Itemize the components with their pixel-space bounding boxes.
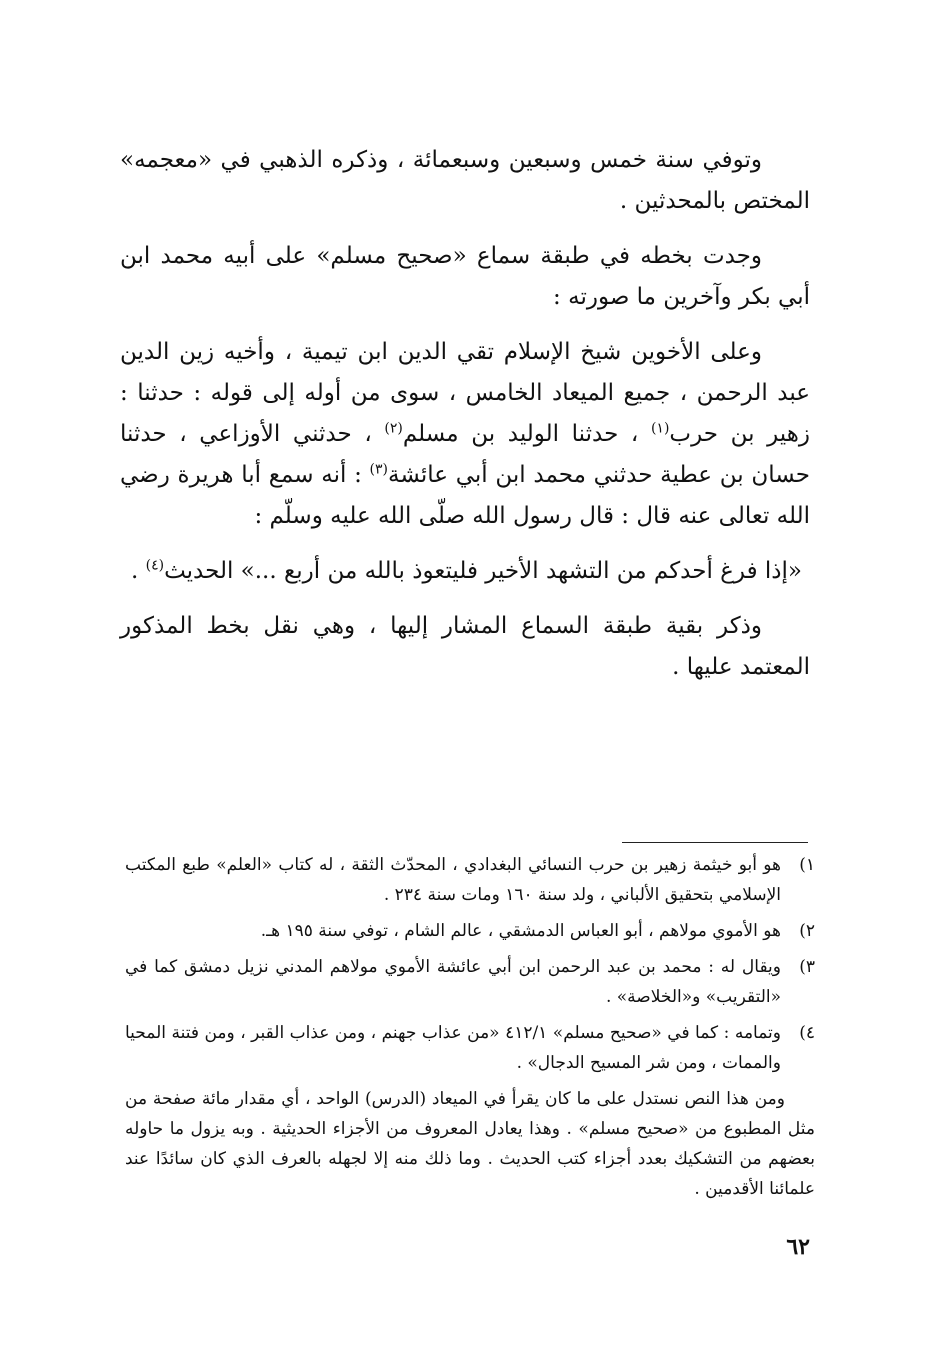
footnote-1 [125,850,815,910]
footnote-ref-2[interactable]: (٢) [384,420,403,437]
footnote-ref-4[interactable]: (٤) [145,557,165,574]
footnote-text: ويقال له : محمد بن عبد الرحمن ابن أبي عائشة الأموي مولاهم المدني نزيل دمشق كما في «التقريب» و«الخلاصة» . [125,957,781,1007]
paragraph-1 [120,140,810,222]
footnote-number: ٣) [799,957,815,977]
paragraph-3-text-c: ، حدثني الأوزاعي ، حدثنا حسان بن عطية حدثني محمد ابن أبي عائشة [120,421,810,488]
paragraph-5-text: وذكر بقية طبقة السماع المشار إليها ، وهي نقل بخط المذكور المعتمد عليها . [120,613,810,680]
footnote-ref-3[interactable]: (٣) [369,461,388,478]
paragraph-3-text-b: ، حدثنا الوليد بن مسلم [402,421,651,447]
footnote-4 [125,1018,815,1078]
hadith-quote [120,551,810,592]
footnote-text: هو أبو خيثمة زهير بن حرب النسائي البغدادي ، المحدّث الثقة ، له كتاب «العلم» طبع المكتب الإسلامي بتحقيق الألباني ، ولد سنة ١٦٠ ومات سنة ٢٣٤ . [125,855,781,905]
paragraph-5 [120,606,810,688]
paragraph-3-text-a: وعلى الأخوين شيخ الإسلام تقي الدين ابن تيمية ، وأخيه زين الدين عبد الرحمن ، جميع الميعاد الخامس ، سوى من أوله إلى قوله : حدثنا : زهير بن حرب [120,339,810,447]
footnote-number: ١) [799,855,815,875]
paragraph-1-text: وتوفي سنة خمس وسبعين وسبعمائة ، وذكره الذهبي في «معجمه» المختص بالمحدثين . [120,147,810,214]
footnote-3 [125,952,815,1012]
footnotes-section [125,850,815,1204]
footnote-number: ٤) [799,1023,815,1043]
paragraph-2 [120,236,810,318]
paragraph-3-text-d: : أنه سمع أبا هريرة رضي الله تعالى عنه قال : قال رسول الله صلّى الله عليه وسلّم : [120,462,810,529]
footnote-separator [622,842,808,843]
footnote-text: هو الأموي مولاهم ، أبو العباس الدمشقي ، عالم الشام ، توفي سنة ١٩٥ هـ. [260,921,781,941]
hadith-quote-text: «إذا فرغ أحدكم من التشهد الأخير فليتعوذ بالله من أربع ...» الحديث [164,558,802,584]
paragraph-3 [120,332,810,537]
footnote-2 [125,916,815,946]
footnote-text: وتمامه : كما في «صحيح مسلم» ٤١٢/١ «من عذاب جهنم ، ومن عذاب القبر ، ومن فتنة المحيا والممات ، ومن شر المسيح الدجال» . [125,1023,781,1073]
footnote-number: ٢) [799,921,815,941]
footnote-ref-1[interactable]: (١) [650,420,670,437]
footnote-commentary: ومن هذا النص نستدل على ما كان يقرأ في الميعاد (الدرس) الواحد ، أي مقدار مائة صفحة من مثل المطبوع من «صحيح مسلم» . وهذا يعادل المعروف من الأجزاء الحديثية . وبه يزول ما حاوله بعضهم من التشكيك بعدد أجزاء كتب الحديث . وما ذلك منه إلا لجهله بالعرف الذي كان سائدًا عند علمائنا الأقدمين . [125,1089,815,1199]
paragraph-2-text: وجدت بخطه في طبقة سماع «صحيح مسلم» على أبيه محمد ابن أبي بكر وآخرين ما صورته : [120,243,810,310]
hadith-quote-end: . [130,558,146,584]
page-number: ٦٢ [786,1234,810,1260]
main-text [120,140,810,702]
